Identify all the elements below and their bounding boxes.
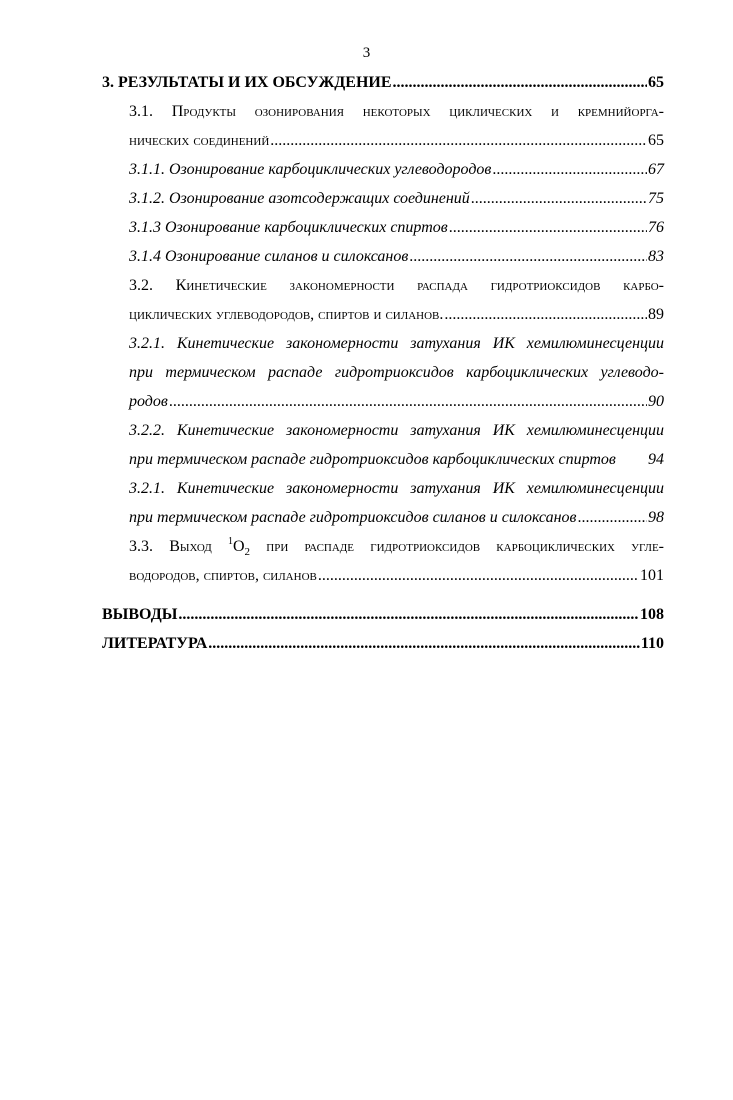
toc-entry-section-3-1-2[interactable] (102, 184, 664, 213)
toc-entry-page: 110 (640, 635, 664, 652)
dot-leader (577, 503, 647, 532)
toc-entry-title-line-3: родов (129, 393, 168, 410)
toc-entry-section-3-2-2[interactable] (102, 416, 664, 474)
subscript: 2 (244, 546, 251, 559)
dot-leader (178, 600, 639, 629)
toc-entry-title-line-1 (129, 532, 664, 561)
toc-entry-title: 3.1.1. Озонирование карбоциклических углеводородов (129, 161, 492, 178)
toc-entry-literature[interactable] (102, 629, 664, 658)
toc-entry-title-line-1: 3.2.2. Кинетические закономерности затухания ИК хемилюминесценции (129, 422, 664, 439)
toc-entry-title-line-2: водородов, спиртов, силанов (129, 567, 317, 584)
toc-entry-page: 75 (648, 190, 664, 207)
toc-entry-title-line-1: 3.2.1. Кинетические закономерности затухания ИК хемилюминесценции (129, 480, 664, 497)
toc-entry-page: 83 (648, 248, 664, 265)
toc-entry-page: 65 (648, 74, 664, 91)
toc-entry-page: 65 (648, 132, 664, 149)
toc-entry-section-3-2-1-hydrocarbons[interactable] (102, 329, 664, 416)
toc-entry-title: 3.1.2. Озонирование азотсодержащих соединений (129, 190, 470, 207)
toc-entry-page: 98 (648, 509, 664, 526)
toc-entry-section-3[interactable] (102, 68, 664, 97)
dot-leader (449, 213, 647, 242)
dot-leader (169, 387, 647, 416)
toc-entry-page: 108 (640, 606, 664, 623)
toc-entry-title-line-1: 3.1. Продукты озонирования некоторых циклических и кремнийорга- (129, 103, 664, 120)
dot-leader (492, 155, 647, 184)
toc-entry-page: 101 (640, 567, 664, 584)
dot-leader (393, 68, 647, 97)
dot-leader (409, 242, 647, 271)
toc-entry-title-line-2: нических соединений (129, 132, 270, 149)
toc-entry-page: 94 (648, 451, 664, 468)
toc-entry-page: 90 (648, 393, 664, 410)
toc-entry-section-3-1-1[interactable] (102, 155, 664, 184)
superscript: 1 (227, 535, 233, 547)
toc-entry-line-2 (129, 126, 664, 155)
dot-leader (208, 629, 640, 658)
dot-leader (471, 184, 647, 213)
toc-entry-title-line-2: при термическом распаде гидротриоксидов карбоциклических спиртов (129, 451, 616, 468)
toc-entry-title: 3.1.4 Озонирование силанов и силоксанов (129, 248, 409, 265)
toc-entry-section-3-1-4[interactable] (102, 242, 664, 271)
toc-entry-section-3-2[interactable] (102, 271, 664, 329)
toc-entry-title-line-2: при термическом распаде гидротриоксидов карбоциклических углеводо- (129, 364, 664, 381)
toc-entry-section-3-1-3[interactable] (102, 213, 664, 242)
toc-title-rest: при распаде гидротриоксидов карбоциклических угле- (250, 538, 664, 555)
toc-entry-page: 89 (648, 306, 664, 323)
toc-entry-title: 3. РЕЗУЛЬТАТЫ И ИХ ОБСУЖДЕНИЕ (102, 74, 392, 91)
toc-entry-title-line-1: 3.2. Кинетические закономерности распада гидротриоксидов карбо- (129, 277, 664, 294)
toc-entry-title-line-2: при термическом распаде гидротриоксидов силанов и силоксанов (129, 509, 577, 526)
dot-leader (270, 126, 647, 155)
dot-leader (318, 561, 639, 590)
toc-entry-page: 67 (648, 161, 664, 178)
toc-entry-section-3-2-1-silanes[interactable] (102, 474, 664, 532)
toc-entry-page: 76 (648, 219, 664, 236)
toc-entry-section-3-1[interactable] (102, 97, 664, 155)
toc-entry-section-3-3[interactable] (102, 532, 664, 590)
toc-entry-title: 3.1.3 Озонирование карбоциклических спиртов (129, 219, 448, 236)
toc-entry-title: ВЫВОДЫ (102, 606, 178, 623)
table-of-contents (102, 68, 664, 658)
formula-base: O (232, 538, 245, 555)
page-number: 3 (362, 45, 371, 61)
toc-entry-title-line-1: 3.2.1. Кинетические закономерности затухания ИК хемилюминесценции (129, 335, 664, 352)
toc-title-prefix: 3.3. Выход (129, 538, 228, 555)
toc-entry-conclusions[interactable] (102, 600, 664, 629)
toc-entry-title-line-2: циклических углеводородов, спиртов и силанов. (129, 306, 444, 323)
dot-leader (444, 300, 647, 329)
toc-entry-title: ЛИТЕРАТУРА (102, 635, 208, 652)
